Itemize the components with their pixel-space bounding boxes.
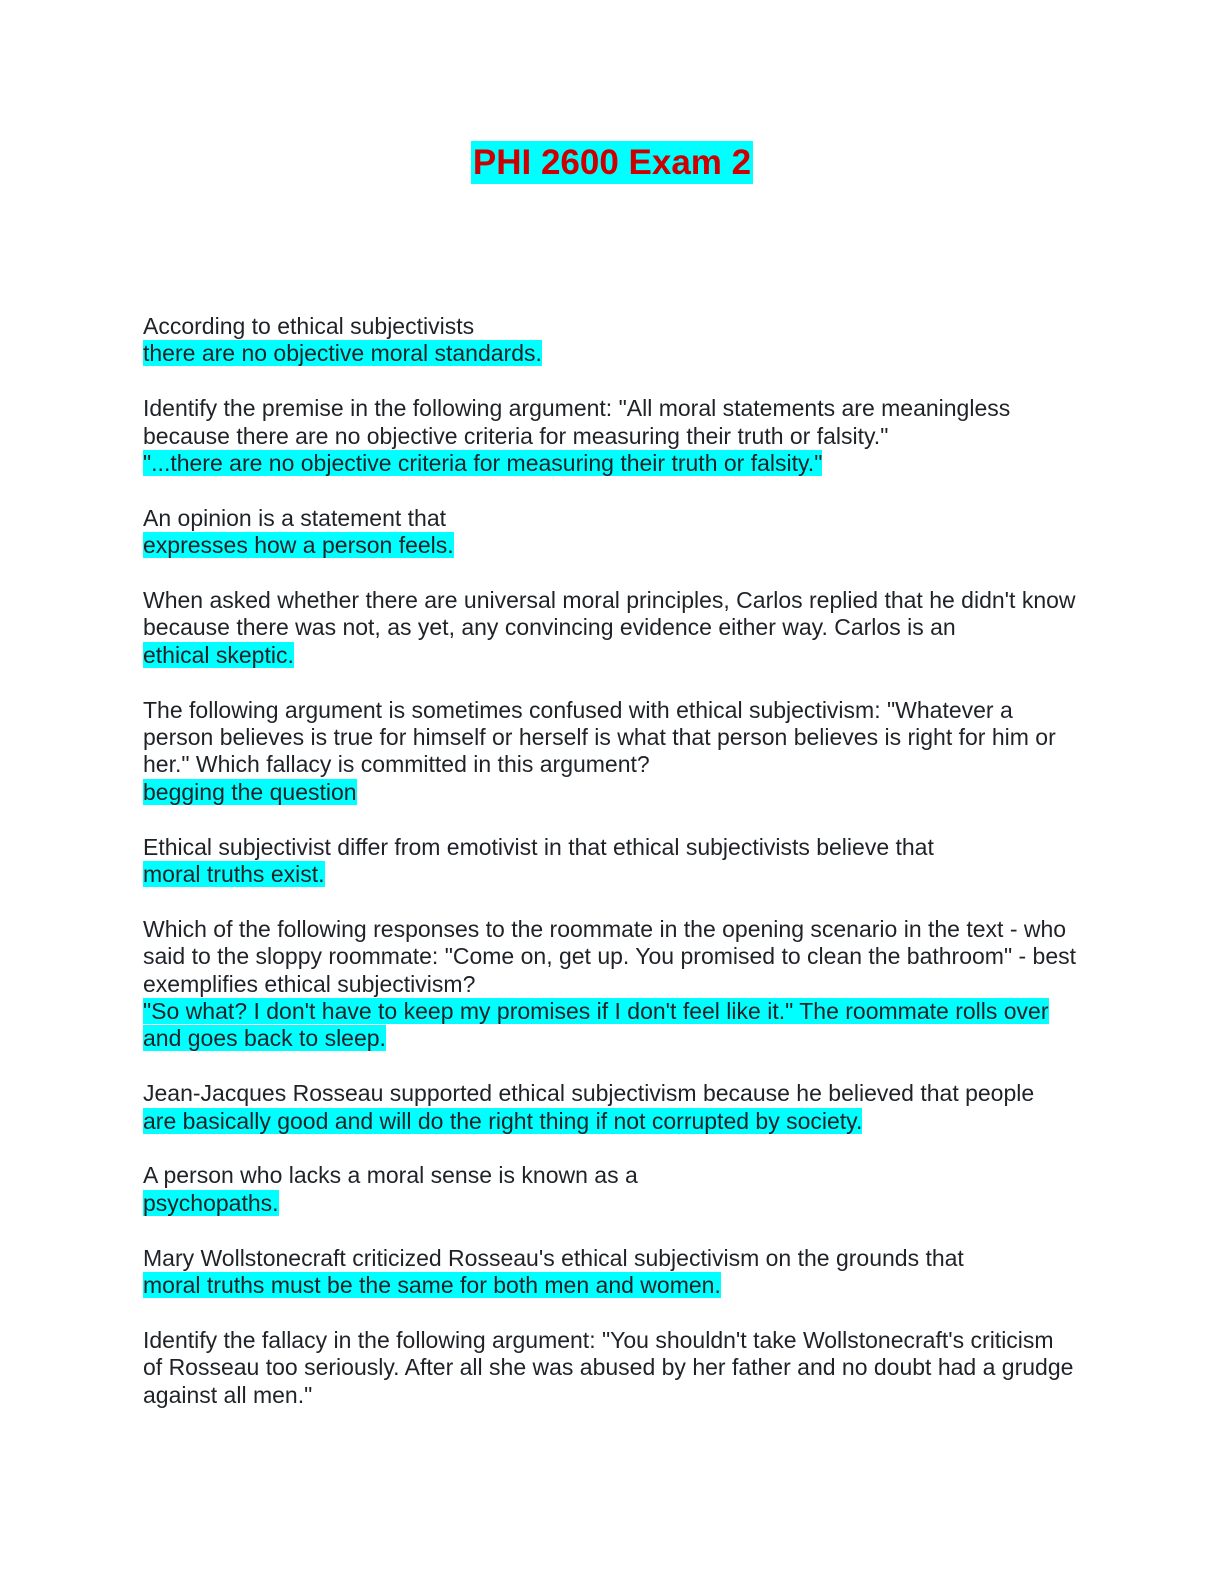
answer-highlight: moral truths exist. bbox=[143, 861, 325, 888]
qa-item bbox=[143, 505, 1078, 560]
question-text: An opinion is a statement that bbox=[143, 504, 447, 531]
qa-item bbox=[143, 313, 1078, 368]
question-text: A person who lacks a moral sense is known as a bbox=[143, 1162, 638, 1189]
answer-highlight: ethical skeptic. bbox=[143, 641, 294, 668]
answer-highlight: moral truths must be the same for both men and women. bbox=[143, 1272, 721, 1299]
qa-item bbox=[143, 1245, 1078, 1300]
answer-highlight: there are no objective moral standards. bbox=[143, 340, 542, 367]
question-text: Mary Wollstonecraft criticized Rosseau's ethical subjectivism on the grounds that bbox=[143, 1244, 964, 1271]
qa-list bbox=[143, 313, 1078, 1436]
qa-item bbox=[143, 395, 1078, 477]
question-text: According to ethical subjectivists bbox=[143, 313, 475, 339]
question-text: Identify the premise in the following argument: "All moral statements are meaningless because there are no objective criteria for measuring their truth or falsity." bbox=[143, 395, 1011, 449]
qa-item bbox=[143, 1080, 1078, 1135]
qa-item bbox=[143, 916, 1078, 1053]
qa-item bbox=[143, 697, 1078, 807]
answer-highlight: expresses how a person feels. bbox=[143, 532, 454, 559]
answer-highlight: begging the question bbox=[143, 778, 357, 805]
answer-highlight: "So what? I don't have to keep my promises if I don't feel like it." The roommate rolls over and goes back to sleep. bbox=[143, 998, 1049, 1052]
qa-item bbox=[143, 1162, 1078, 1217]
qa-item bbox=[143, 587, 1078, 669]
answer-highlight: psychopaths. bbox=[143, 1189, 279, 1216]
question-text: Jean-Jacques Rosseau supported ethical subjectivism because he believed that people bbox=[143, 1080, 1035, 1107]
qa-item bbox=[143, 834, 1078, 889]
question-text: Ethical subjectivist differ from emotivist in that ethical subjectivists believe that bbox=[143, 833, 934, 860]
page-title: PHI 2600 Exam 2 bbox=[472, 143, 752, 182]
answer-highlight: "...there are no objective criteria for measuring their truth or falsity." bbox=[143, 450, 823, 477]
qa-item bbox=[143, 1327, 1078, 1409]
question-text: Which of the following responses to the roommate in the opening scenario in the text - who said to the sloppy roommate: "Come on, get up. You promised to clean the bathroom" - best exemplifies ethical subjectivism? bbox=[143, 915, 1077, 997]
title-container bbox=[0, 141, 1224, 184]
question-text: Identify the fallacy in the following argument: "You shouldn't take Wollstonecraft's criticism of Rosseau too seriously. After all she was abused by her father and no doubt had a grudge against all men." bbox=[143, 1326, 1074, 1408]
question-text: When asked whether there are universal moral principles, Carlos replied that he didn't know because there was not, as yet, any convincing evidence either way. Carlos is an bbox=[143, 587, 1076, 641]
question-text: The following argument is sometimes confused with ethical subjectivism: "Whatever a person believes is true for himself or herself is what that person believes is right for him or her." Which fallacy is committed in this argument? bbox=[143, 696, 1056, 778]
answer-highlight: are basically good and will do the right thing if not corrupted by society. bbox=[143, 1107, 863, 1134]
